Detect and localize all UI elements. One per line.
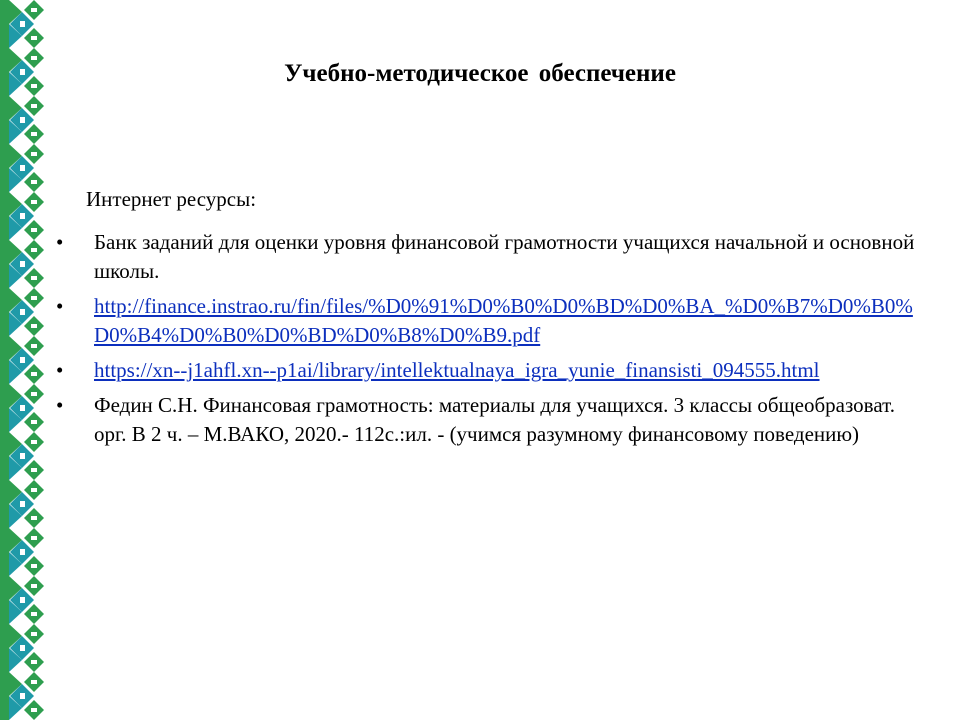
decorative-ornament-border: [0, 0, 46, 720]
resource-text: Федин С.Н. Финансовая грамотность: материалы для учащихся. 3 классы общеобразоват. орг. В 2 ч. – М.ВАКО, 2020.- 112с.:ил. - (учимся разумному финансовому поведению): [94, 393, 895, 446]
list-item: [56, 356, 916, 385]
section-heading: Интернет ресурсы:: [86, 187, 257, 211]
bullet: •: [56, 358, 64, 382]
list-item: [56, 391, 916, 449]
list-item: [56, 228, 916, 286]
resource-link[interactable]: http://finance.instrao.ru/fin/files/%D0%91%D0%B0%D0%BD%D0%BA_%D0%B7%D0%B0%D0%B4%D0%B0%D0%BD%D0%B8%D0%B9.pdf: [94, 294, 913, 347]
resource-link[interactable]: https://xn--j1ahfl.xn--p1ai/library/intellektualnaya_igra_yunie_finansisti_094555.html: [94, 358, 820, 382]
resource-text: Банк заданий для оценки уровня финансовой грамотности учащихся начальной и основной школы.: [94, 230, 915, 283]
bullet: •: [56, 294, 64, 318]
bullet: •: [56, 393, 64, 417]
slide-title: Учебно-методическое обеспечение: [284, 60, 676, 87]
list-item: [56, 292, 916, 350]
bullet: •: [56, 230, 64, 254]
resource-list: [56, 228, 916, 455]
